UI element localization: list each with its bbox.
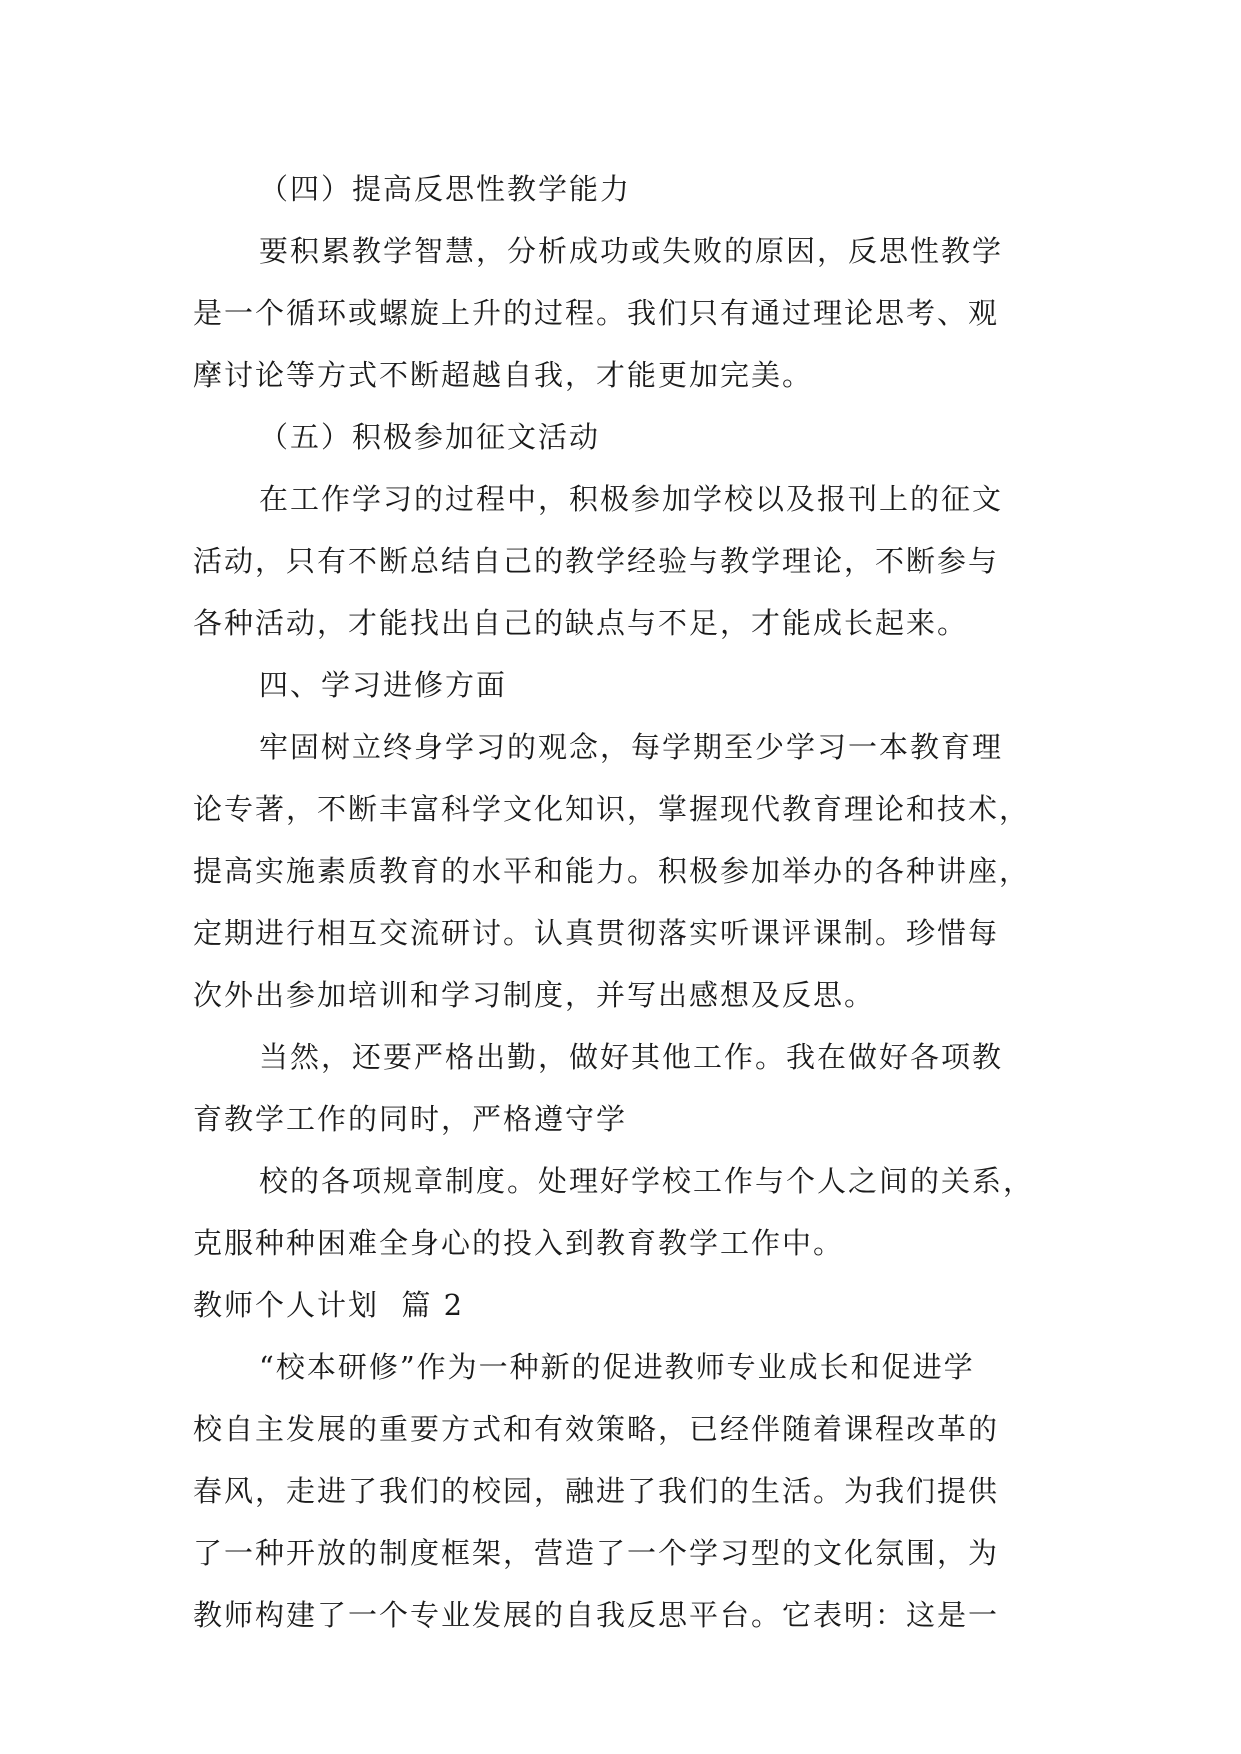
paragraph-line: 育教学工作的同时，严格遵守学 (193, 1102, 628, 1136)
paragraph-line: 春风，走进了我们的校园，融进了我们的生活。为我们提供 (193, 1474, 1000, 1508)
section-heading: （四）提高反思性教学能力 (259, 172, 632, 206)
paragraph-line: 摩讨论等方式不断超越自我，才能更加完美。 (193, 358, 814, 392)
section-heading: 四、学习进修方面 (259, 668, 508, 702)
paragraph-line: 牢固树立终身学习的观念，每学期至少学习一本教育理 (259, 730, 1004, 764)
paragraph-line: 校的各项规章制度。处理好学校工作与个人之间的关系， (259, 1164, 1035, 1198)
paragraph-line: 在工作学习的过程中，积极参加学校以及报刊上的征文 (259, 482, 1004, 516)
paragraph-line: 当然，还要严格出勤，做好其他工作。我在做好各项教 (259, 1040, 1004, 1074)
paragraph-line: 提高实施素质教育的水平和能力。积极参加举办的各种讲座， (193, 854, 1031, 888)
paragraph-line: 各种活动，才能找出自己的缺点与不足，才能成长起来。 (193, 606, 969, 640)
paragraph-line: 要积累教学智慧，分析成功或失败的原因，反思性教学 (259, 234, 1004, 268)
document-body (193, 158, 1059, 1646)
paragraph-line: 是一个循环或螺旋上升的过程。我们只有通过理论思考、观 (193, 296, 1000, 330)
article-title: 教师个人计划 篇 2 (193, 1288, 465, 1322)
section-heading: （五）积极参加征文活动 (259, 420, 601, 454)
paragraph-line: 校自主发展的重要方式和有效策略，已经伴随着课程改革的 (193, 1412, 1000, 1446)
paragraph-line: 教师构建了一个专业发展的自我反思平台。它表明：这是一 (193, 1598, 1000, 1632)
paragraph-line: 克服种种困难全身心的投入到教育教学工作中。 (193, 1226, 845, 1260)
paragraph-line: 次外出参加培训和学习制度，并写出感想及反思。 (193, 978, 876, 1012)
paragraph-line: 定期进行相互交流研讨。认真贯彻落实听课评课制。珍惜每 (193, 916, 1000, 950)
paragraph-line: 论专著，不断丰富科学文化知识，掌握现代教育理论和技术， (193, 792, 1031, 826)
paragraph-line: 了一种开放的制度框架，营造了一个学习型的文化氛围，为 (193, 1536, 1000, 1570)
paragraph-line: 活动，只有不断总结自己的教学经验与教学理论，不断参与 (193, 544, 1000, 578)
paragraph-line: “校本研修”作为一种新的促进教师专业成长和促进学 (259, 1350, 975, 1384)
